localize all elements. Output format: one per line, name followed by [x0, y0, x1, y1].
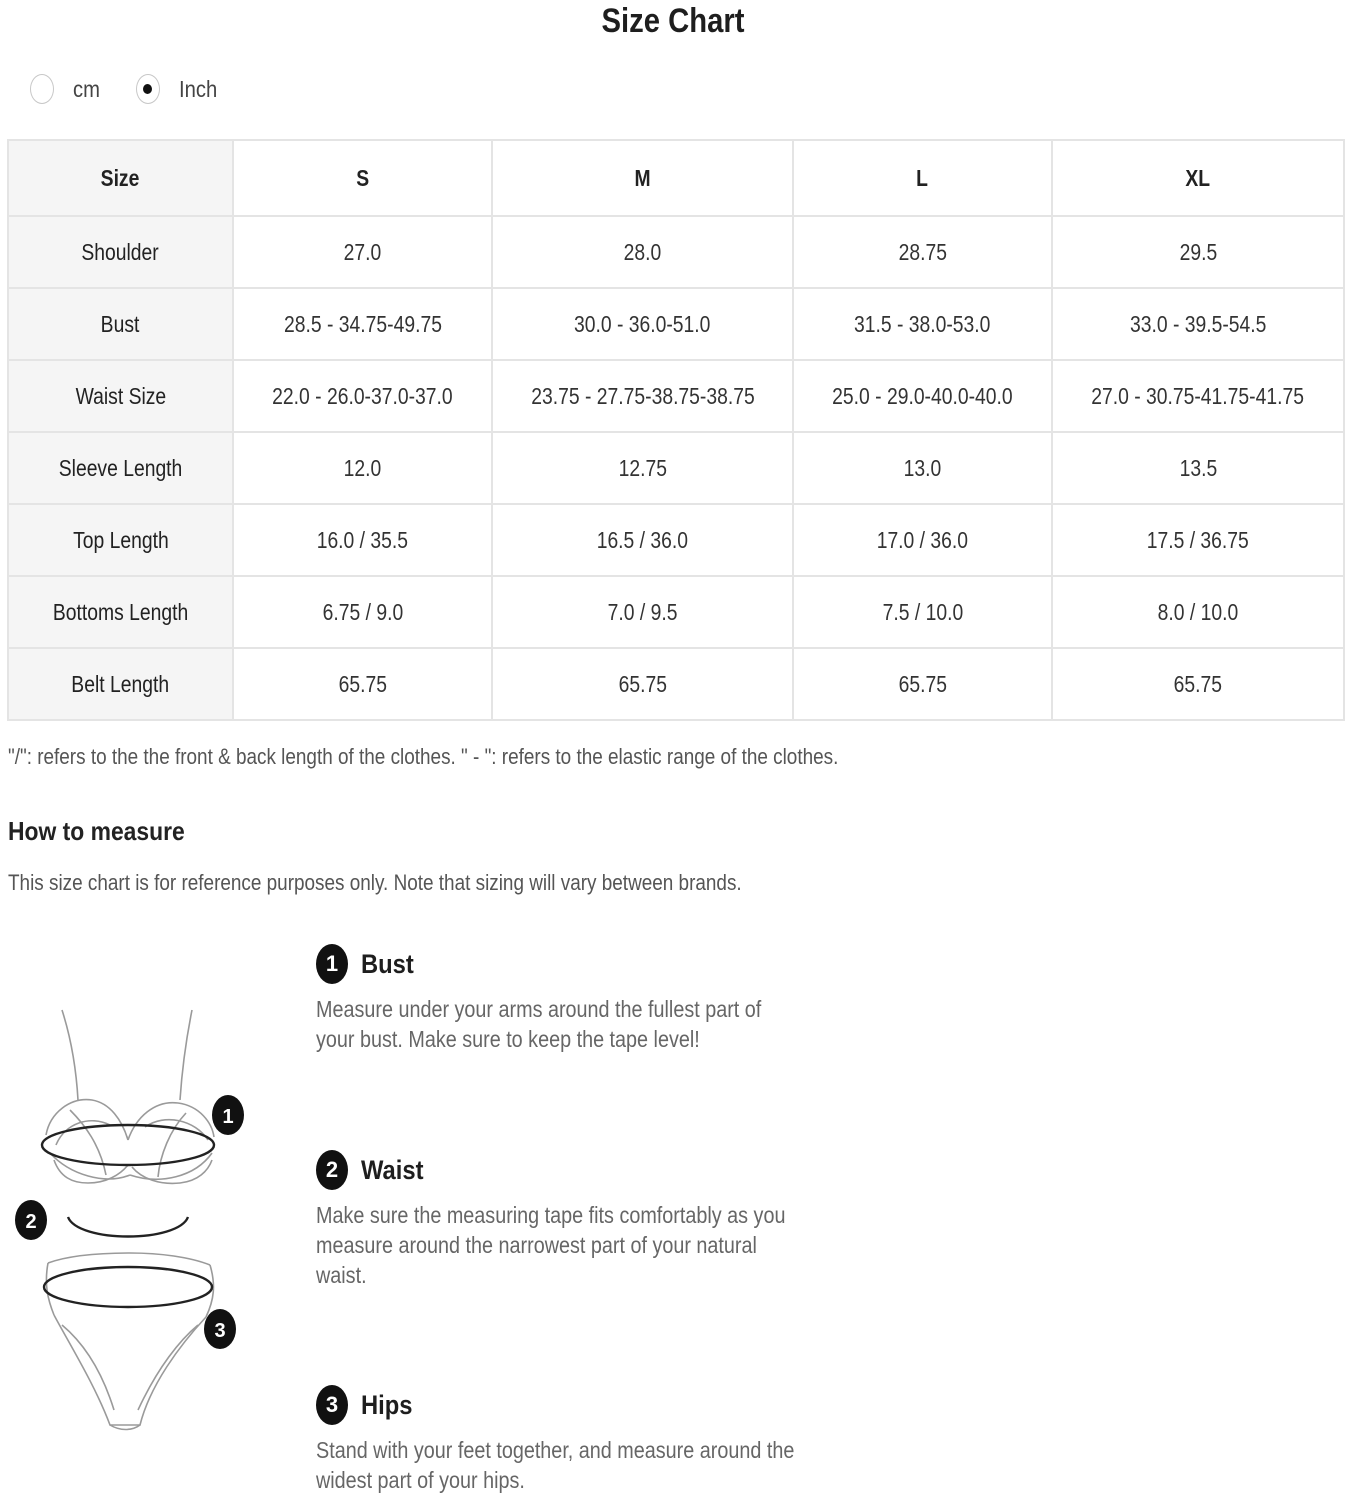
table-cell: 28.5 - 34.75-49.75 [233, 288, 492, 360]
table-cell: 65.75 [793, 648, 1052, 720]
radio-empty-icon[interactable] [30, 74, 54, 104]
table-header-row [8, 140, 1344, 216]
step-description: Measure under your arms around the fullest part of your bust. Make sure to keep the tape level! [316, 996, 762, 1052]
step-description: Stand with your feet together, and measure around the widest part of your hips. [316, 1437, 795, 1493]
step-number-badge: 2 [316, 1150, 348, 1190]
row-label: Top Length [8, 504, 233, 576]
table-cell: 17.0 / 36.0 [793, 504, 1052, 576]
table-cell: 31.5 - 38.0-53.0 [793, 288, 1052, 360]
step-title: Bust [361, 948, 414, 979]
table-cell: 27.0 [233, 216, 492, 288]
table-cell: 33.0 - 39.5-54.5 [1052, 288, 1344, 360]
table-row [8, 648, 1344, 720]
unit-label-inch: Inch [179, 75, 218, 102]
table-row [8, 360, 1344, 432]
step-title: Hips [361, 1389, 413, 1420]
table-cell: 27.0 - 30.75-41.75-41.75 [1052, 360, 1344, 432]
step-bust [316, 942, 876, 1054]
table-cell: 29.5 [1052, 216, 1344, 288]
table-cell: 65.75 [492, 648, 793, 720]
table-cell: 17.5 / 36.75 [1052, 504, 1344, 576]
table-cell: 6.75 / 9.0 [233, 576, 492, 648]
table-row [8, 216, 1344, 288]
table-cell: 7.0 / 9.5 [492, 576, 793, 648]
row-label: Shoulder [8, 216, 233, 288]
how-to-measure-title: How to measure [8, 816, 185, 846]
table-cell: 13.0 [793, 432, 1052, 504]
table-row [8, 288, 1344, 360]
row-label: Belt Length [8, 648, 233, 720]
figure-marker: 2 [25, 1211, 37, 1233]
table-cell: 22.0 - 26.0-37.0-37.0 [233, 360, 492, 432]
table-cell: 28.0 [492, 216, 793, 288]
page-title: Size Chart [601, 2, 745, 40]
measurement-figure [10, 995, 260, 1435]
step-title: Waist [361, 1154, 424, 1185]
bikini-illustration-icon [10, 995, 260, 1435]
table-cell: 7.5 / 10.0 [793, 576, 1052, 648]
row-label: Sleeve Length [8, 432, 233, 504]
table-cell: 65.75 [233, 648, 492, 720]
table-cell: 30.0 - 36.0-51.0 [492, 288, 793, 360]
table-row [8, 576, 1344, 648]
unit-option-inch[interactable] [136, 74, 222, 104]
step-description: Make sure the measuring tape fits comfortably as you measure around the narrowest part of your natural waist. [316, 1202, 786, 1288]
row-label: Waist Size [8, 360, 233, 432]
unit-label-cm: cm [73, 75, 100, 102]
table-row [8, 504, 1344, 576]
figure-marker: 1 [222, 1106, 234, 1128]
table-cell: 25.0 - 29.0-40.0-40.0 [793, 360, 1052, 432]
table-cell: 28.75 [793, 216, 1052, 288]
step-number-badge: 1 [316, 944, 348, 984]
table-cell: 16.5 / 36.0 [492, 504, 793, 576]
table-cell: 23.75 - 27.75-38.75-38.75 [492, 360, 793, 432]
header-cell: XL [1052, 140, 1344, 216]
table-note: "/": refers to the the front & back length of the clothes. " - ": refers to the elastic range of the clothes. [8, 744, 839, 769]
unit-option-cm[interactable] [30, 74, 104, 104]
step-number-badge: 3 [316, 1385, 348, 1425]
figure-marker: 3 [214, 1320, 226, 1342]
header-cell: Size [8, 140, 233, 216]
step-hips [316, 1383, 876, 1495]
table-cell: 8.0 / 10.0 [1052, 576, 1344, 648]
table-cell: 13.5 [1052, 432, 1344, 504]
header-cell: S [233, 140, 492, 216]
row-label: Bust [8, 288, 233, 360]
how-to-measure-intro: This size chart is for reference purposes only. Note that sizing will vary between brands. [8, 870, 742, 895]
table-cell: 12.75 [492, 432, 793, 504]
header-cell: M [492, 140, 793, 216]
table-cell: 65.75 [1052, 648, 1344, 720]
header-cell: L [793, 140, 1052, 216]
table-cell: 12.0 [233, 432, 492, 504]
table-cell: 16.0 / 35.5 [233, 504, 492, 576]
step-waist [316, 1148, 876, 1290]
radio-filled-icon[interactable] [136, 74, 160, 104]
table-row [8, 432, 1344, 504]
size-table [7, 139, 1345, 721]
row-label: Bottoms Length [8, 576, 233, 648]
